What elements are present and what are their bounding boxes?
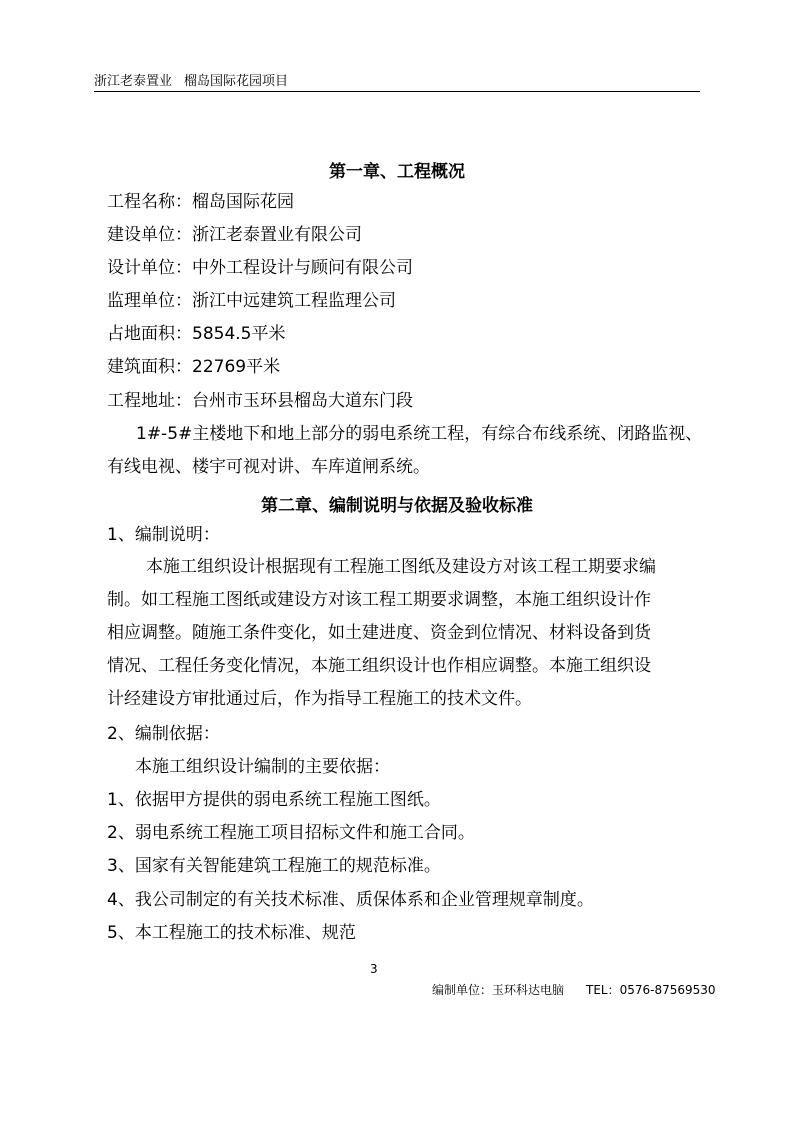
description-line-1: 1#-5#主楼地下和地上部分的弱电系统工程，有综合布线系统、闭路监视、	[136, 424, 703, 444]
field-designer: 设计单位：中外工程设计与顾问有限公司	[107, 258, 413, 278]
section1-line-2: 制。如工程施工图纸或建设方对该工程工期要求调整，本施工组织设计作	[107, 590, 651, 610]
section2-item-2: 2、弱电系统工程施工项目招标文件和施工合同。	[107, 823, 475, 843]
page-number: 3	[370, 962, 378, 976]
description-line-2: 有线电视、楼宇可视对讲、车库道闸系统。	[107, 457, 430, 477]
section1-line-4: 情况、工程任务变化情况，本施工组织设计也作相应调整。本施工组织设	[107, 656, 651, 676]
footer-info	[432, 981, 716, 998]
chapter1-title: 第一章、工程概况	[329, 162, 465, 182]
field-address: 工程地址：台州市玉环县榴岛大道东门段	[107, 391, 413, 411]
field-building-area: 建筑面积：22769平米	[107, 357, 281, 377]
field-builder: 建设单位：浙江老泰置业有限公司	[107, 225, 362, 245]
field-land-area: 占地面积：5854.5平米	[107, 324, 286, 344]
field-project-name: 工程名称：榴岛国际花园	[107, 192, 294, 212]
page-header	[94, 74, 700, 92]
header-company: 浙江老泰置业	[94, 74, 173, 89]
header-project: 榴岛国际花园项目	[184, 74, 289, 89]
footer-tel: TEL：0576-87569530	[586, 983, 716, 997]
section2-intro: 本施工组织设计编制的主要依据：	[135, 757, 390, 777]
section1-line-5: 计经建设方审批通过后，作为指导工程施工的技术文件。	[107, 689, 532, 709]
section2-item-4: 4、我公司制定的有关技术标准、质保体系和企业管理规章制度。	[107, 890, 594, 910]
section2-item-5: 5、本工程施工的技术标准、规范	[107, 923, 356, 943]
section2-heading: 2、编制依据：	[107, 724, 220, 744]
section1-line-1: 本施工组织设计根据现有工程施工图纸及建设方对该工程工期要求编	[146, 557, 656, 577]
section2-item-1: 1、依据甲方提供的弱电系统工程施工图纸。	[107, 790, 441, 810]
section2-item-3: 3、国家有关智能建筑工程施工的规范标准。	[107, 856, 441, 876]
chapter2-title: 第二章、编制说明与依据及验收标准	[261, 496, 533, 516]
footer-prepared-by: 编制单位：玉环科达电脑	[432, 983, 565, 997]
field-supervisor: 监理单位：浙江中远建筑工程监理公司	[107, 291, 396, 311]
section1-heading: 1、编制说明：	[107, 525, 220, 545]
section1-line-3: 相应调整。随施工条件变化，如土建进度、资金到位情况、材料设备到货	[107, 623, 651, 643]
